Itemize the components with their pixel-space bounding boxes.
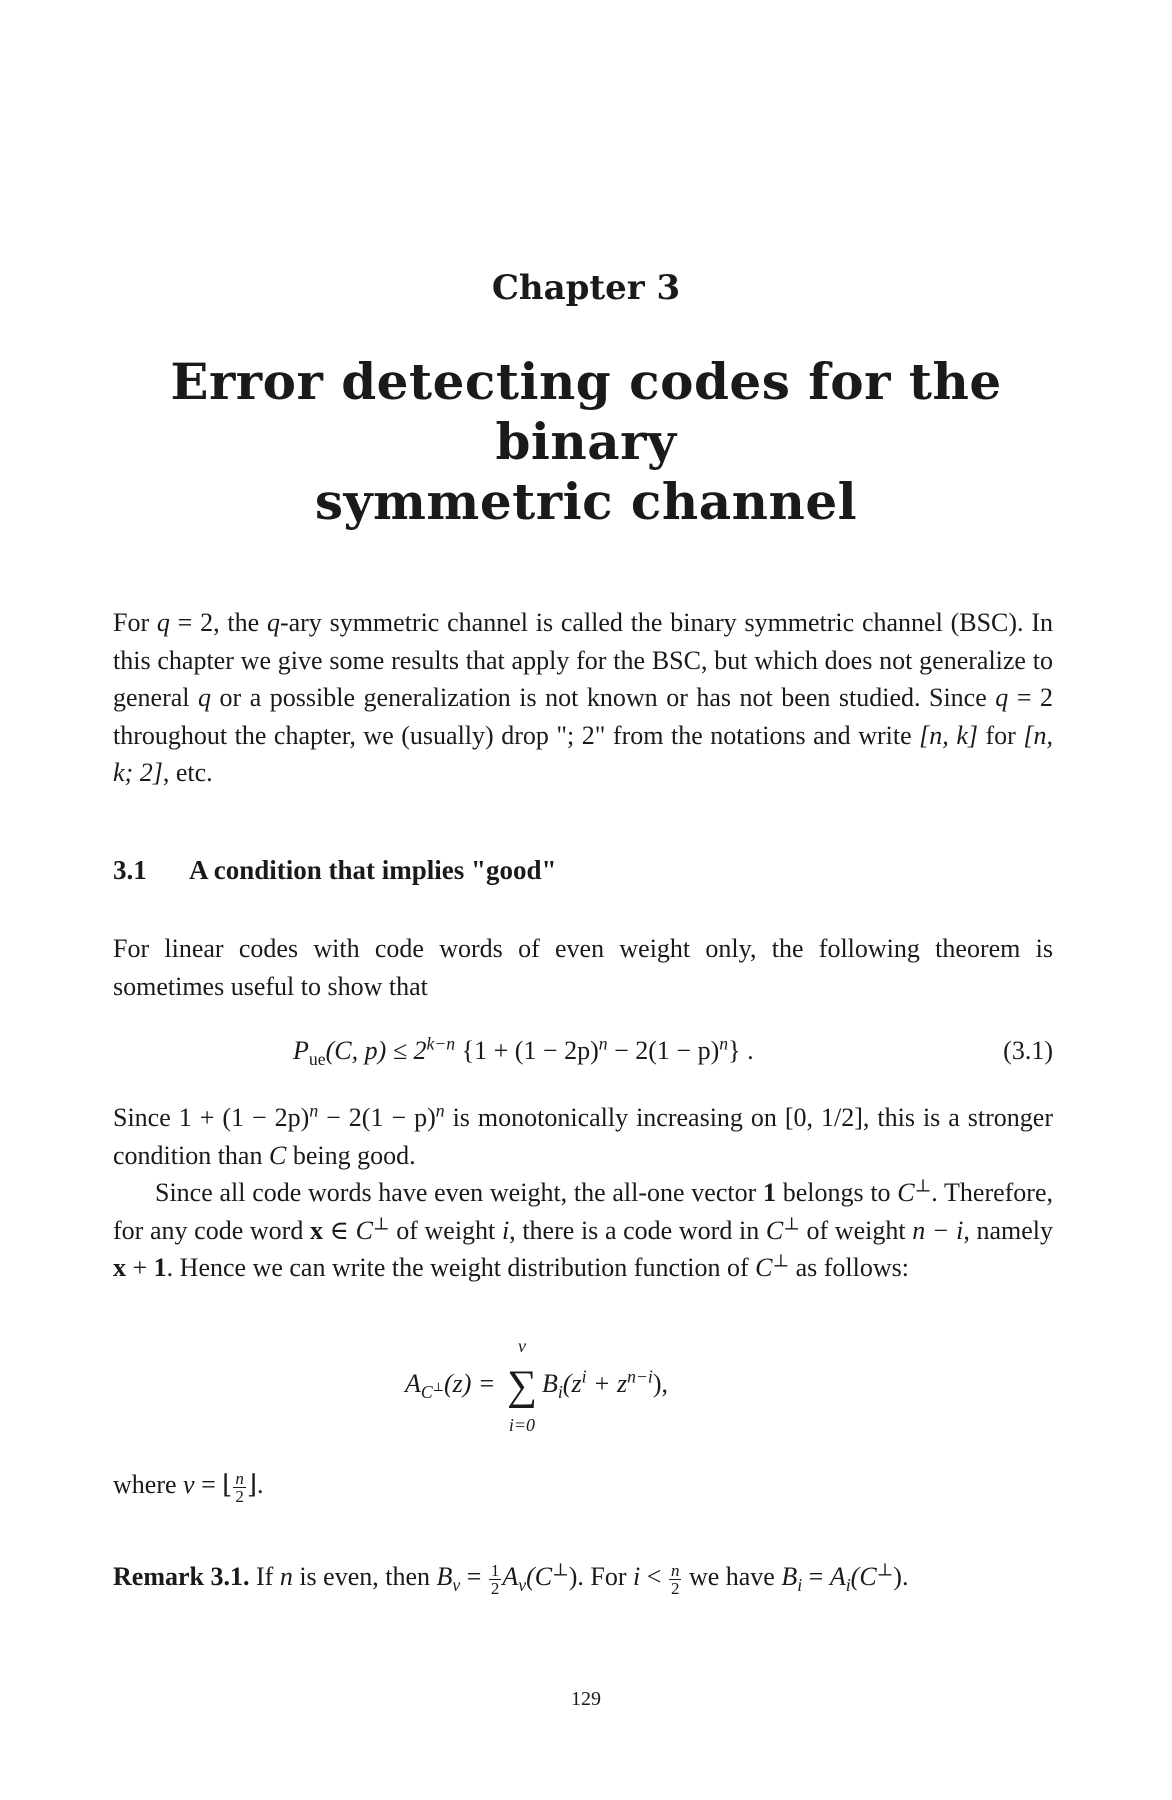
paragraph-monotonic: Since $1 + (1 - 2p)^n - 2(1 - p)^n$ is monotonically increasing on [0, 1/2], this is a stronger condition than C being good. xyxy=(113,1100,1053,1170)
equation-3-1-body: $P_{ue}(C$, $p) \le 2^{k-n}$ $\{1 + (1 - 2p)^n - 2(1 - p)^n\}$ . xyxy=(293,1033,754,1070)
page-number: 129 xyxy=(571,1688,601,1710)
paragraph-weight-distribution: Since all code words have even weight, the all-one vector 1 belongs to C⊥. Therefore, for any code word x ∈ C⊥ of weight i, there is a code word in C⊥ of weight n − i, namely x + 1. Hence we can write the weight distribution function of C⊥ as follows: xyxy=(113,1175,1054,1282)
summation-symbol: ν ∑ i=0 xyxy=(507,1336,537,1435)
fraction-n-over-2: $\frac{n}{2}$ xyxy=(235,1468,244,1506)
chapter-title xyxy=(80,352,1092,532)
remark-3-1: Remark 3.1. If n is even, then $B_\nu$ = $\frac{1}{2}$ $A_\nu(C^\perp)$. For i < $\frac{n}{2}$ we have $B_i = A_i(C^\perp)$. xyxy=(113,1559,909,1598)
chapter-title-line-2: symmetric channel xyxy=(314,472,858,531)
equation-weight-distribution-body: $A_{C^\perp}(z)$ = ν ∑ i=0 $B_i(z^i + z^{n-i})$, xyxy=(405,1336,669,1435)
section-title: A condition that implies "good" xyxy=(189,855,557,885)
section-heading xyxy=(113,855,557,886)
fraction-n-over-2-remark: $\frac{n}{2}$ xyxy=(670,1560,680,1598)
where-nu-line: where ν = ⌊ $\frac{n}{2}$ ⌋. xyxy=(113,1468,264,1506)
equation-number: (3.1) xyxy=(1003,1036,1053,1065)
section-number: 3.1 xyxy=(113,855,147,885)
chapter-title-line-1: Error detecting codes for the binary xyxy=(170,352,1002,471)
paragraph-even-weight: For linear codes with code words of even weight only, the following theorem is sometimes useful to show that xyxy=(113,934,1053,1001)
chapter-label: Chapter 3 xyxy=(491,268,681,308)
equation-3-1 xyxy=(113,1033,1053,1076)
intro-paragraph: For q = 2, the q-ary symmetric channel is called the binary symmetric channel (BSC). In this chapter we give some results that apply for the BSC, but which does not generalize to general q or a possible generalization is not known or has not been studied. Since q = 2 throughout the chapter, we (usually) drop "; 2" from the notations and write [n, k] for [n, k; 2], etc. xyxy=(113,608,1053,787)
fraction-one-half: $\frac{1}{2}$ xyxy=(490,1560,500,1598)
remark-label: Remark 3.1. xyxy=(113,1562,250,1591)
equation-weight-distribution xyxy=(113,1336,1053,1435)
